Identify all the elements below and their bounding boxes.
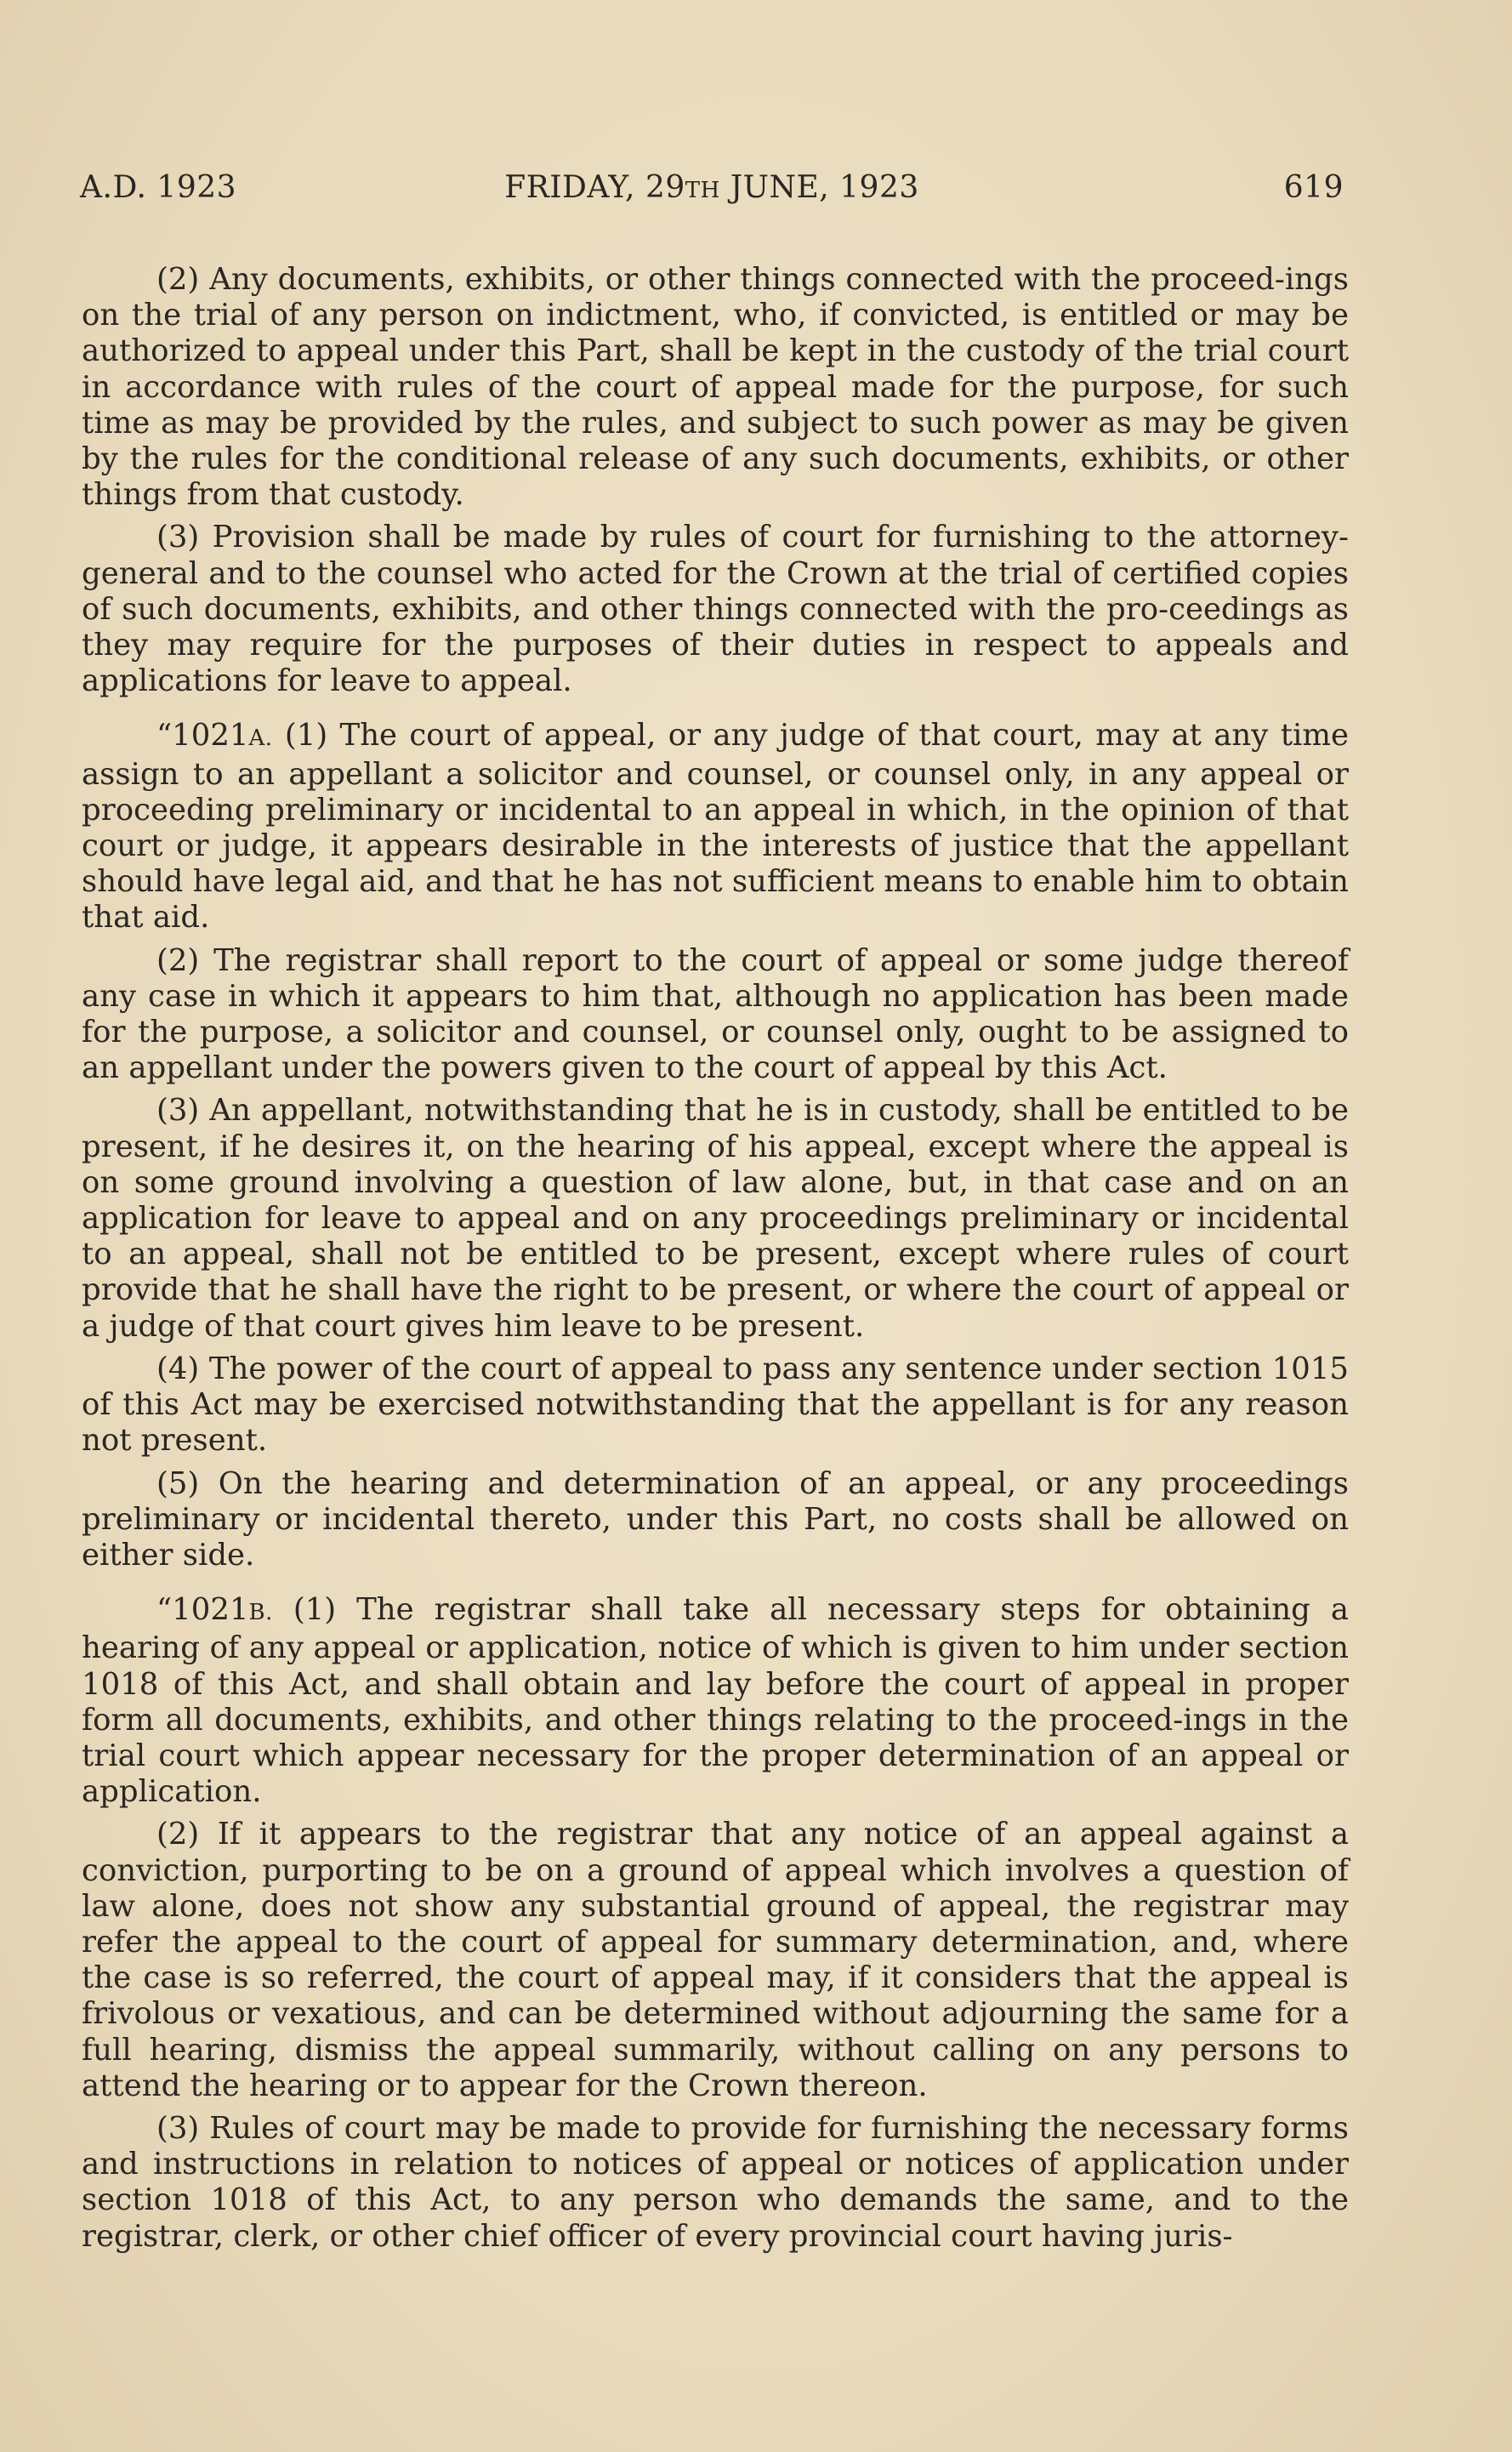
paragraph [82,520,1349,699]
paragraph [82,943,1349,1087]
paragraph-text: (1) The registrar shall take all necessary steps for obtaining a hearing of any appeal or application, notice of which is given to him under section 1018 of this Act, and shall obtain and lay before the court of appeal in proper form all documents, exhibits, and other things relating to the proceed-ings in the trial court which appear necessary for the proper determination of an appeal or application. [82,1592,1349,1810]
date-suffix: JUNE, 1923 [719,170,919,205]
section-number: “1021 [156,1592,249,1628]
paragraph-text: (2) Any documents, exhibits, or other things connected with the proceed-ings on the trial of any person on indictment, who, if convicted, is entitled or may be authorized to appeal under this Part, shall be kept in the custody of the trial court in accordance with rules of the court of appeal made for the purpose, for such time as may be provided by the rules, and subject to such power as may be given by the rules for the conditional release of any such documents, exhibits, or other things from that custody. [82,262,1349,513]
paragraph-text: (3) Rules of court may be made to provide for furnishing the necessary forms and instructions in relation to notices of appeal or notices of application under section 1018 of this Act, to any person who demands the same, and to the registrar, clerk, or other chief officer of every provincial court having juris- [82,2110,1349,2254]
date-ordinal: TH [685,178,720,203]
document-body [82,262,1349,2261]
section-paragraph-1021b [82,1592,1349,1810]
section-number: “1021 [156,718,249,754]
paragraph [82,1466,1349,1574]
paragraph-text: (1) The court of appeal, or any judge of that court, may at any time assign to an appellant a solicitor and counsel, or counsel only, in any appeal or proceeding preliminary or incidental to an appeal in which, in the opinion of that court or judge, it appears desirable in the interests of justice that the appellant should have legal aid, and that he has not sufficient means to enable him to obtain that aid. [82,718,1349,936]
section-letter: B. [248,1600,273,1626]
paragraph-text: (2) If it appears to the registrar that any notice of an appeal against a conviction, purporting to be on a ground of appeal which involves a question of law alone, does not show any substantial ground of appeal, the registrar may refer the appeal to the court of appeal for summary determination, and, where the case is so referred, the court of appeal may, if it considers that the appeal is frivolous or vexatious, and can be determined without adjourning the same for a full hearing, dismiss the appeal summarily, without calling on any persons to attend the hearing or to appear for the Crown thereon. [82,1817,1349,2103]
paragraph-text: (3) An appellant, notwithstanding that he is in custody, shall be entitled to be present, if he desires it, on the hearing of his appeal, except where the appeal is on some ground involving a question of law alone, but, in that case and on an application for leave to appeal and on any proceedings preliminary or incidental to an appeal, shall not be entitled to be present, except where rules of court provide that he shall have the right to be present, or where the court of appeal or a judge of that court gives him leave to be present. [82,1093,1349,1344]
page-number: 619 [1283,170,1344,205]
paragraph [82,1817,1349,2104]
paragraph-text: (3) Provision shall be made by rules of court for furnishing to the attorney-general and to the counsel who acted for the Crown at the trial of certified copies of such documents, exhibits, and other things connected with the pro-ceedings as they may require for the purposes of their duties in respect to appeals and applications for leave to appeal. [82,520,1349,699]
paragraph-text: (2) The registrar shall report to the court of appeal or some judge thereof any case in which it appears to him that, although no application has been made for the purpose, a solicitor and counsel, or counsel only, ought to be assigned to an appellant under the powers given to the court of appeal by this Act. [82,942,1349,1086]
section-letter: A. [248,725,273,752]
paragraph [82,1093,1349,1344]
paragraph [82,1351,1349,1459]
page-header [80,170,1344,221]
date-prefix: FRIDAY, 29 [504,170,685,205]
date-heading [80,170,1344,205]
paragraph [82,262,1349,513]
year-label: A.D. 1923 [80,170,237,205]
paragraph-text: (5) On the hearing and determination of an appeal, or any proceedings preliminary or incidental thereto, under this Part, no costs shall be allowed on either side. [82,1465,1349,1573]
section-paragraph-1021a [82,718,1349,936]
paragraph-text: (4) The power of the court of appeal to pass any sentence under section 1015 of this Act may be exercised notwithstanding that the appellant is for any reason not present. [82,1351,1349,1459]
paragraph [82,2111,1349,2255]
